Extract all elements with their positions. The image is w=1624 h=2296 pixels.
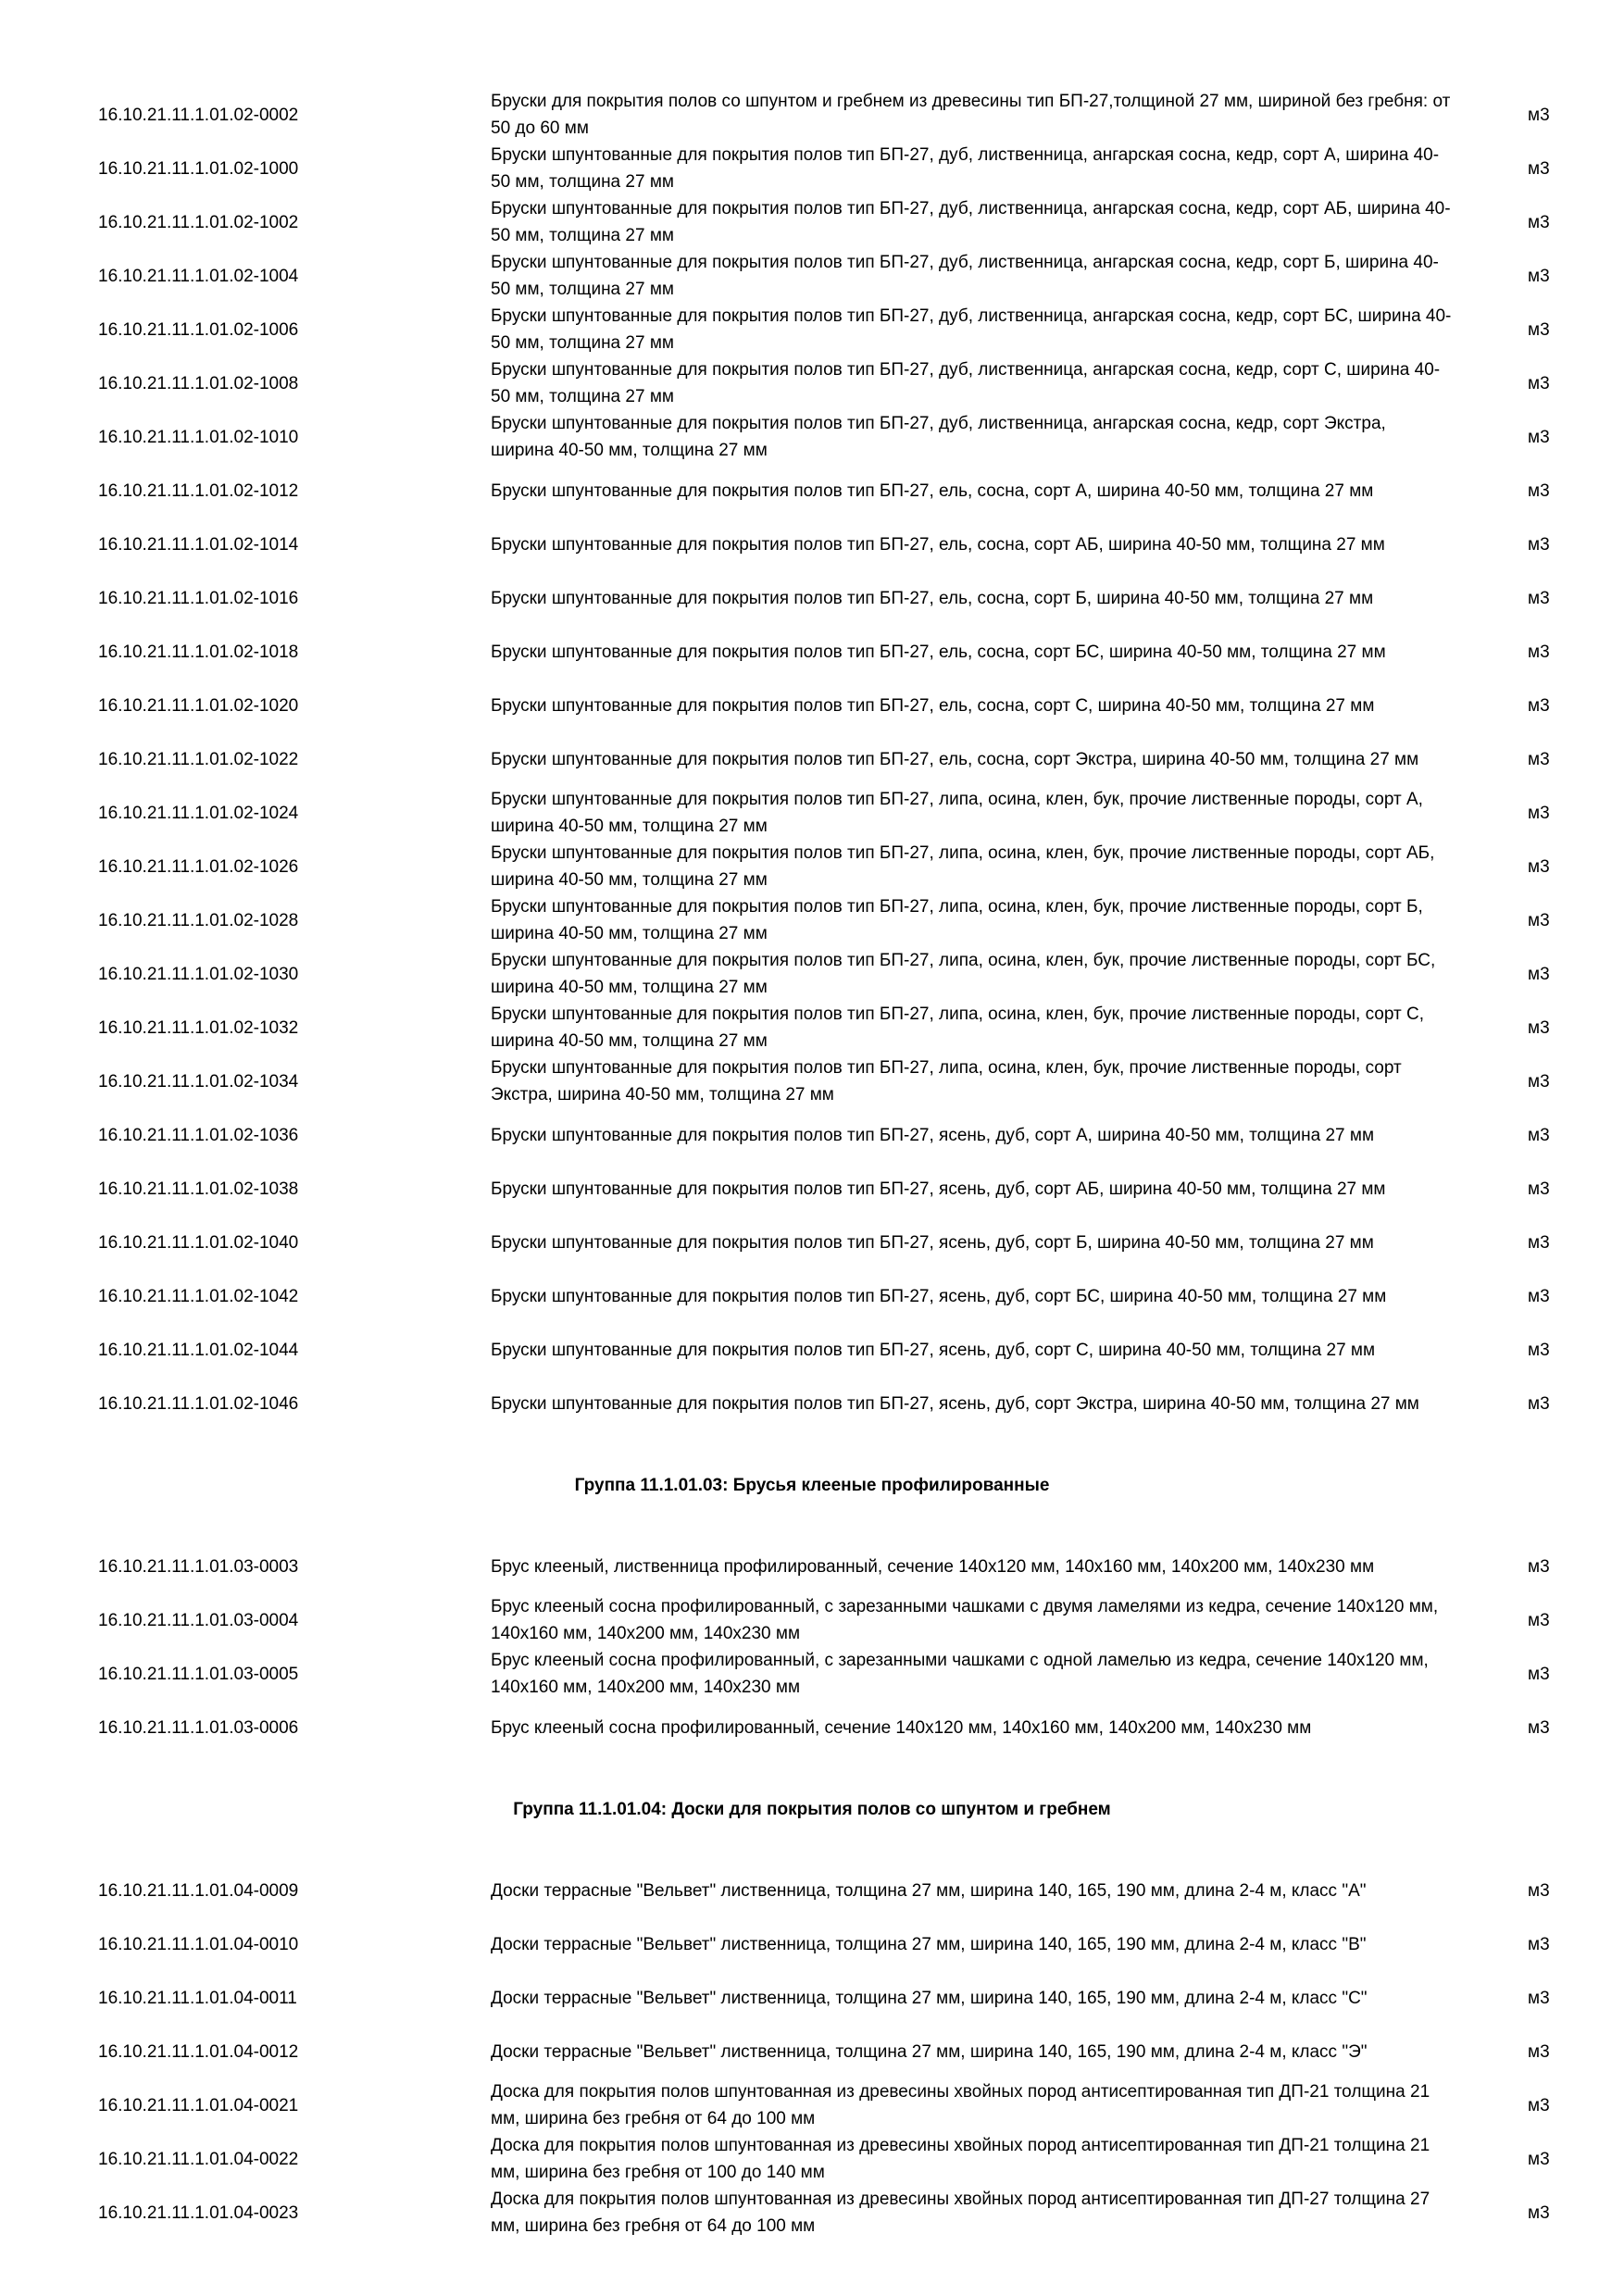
unit-of-measure: [1528, 625, 1583, 679]
resource-description: [491, 249, 1454, 303]
resource-description: [491, 1323, 1454, 1377]
unit-of-measure-text: м3: [1528, 2095, 1550, 2115]
unit-of-measure: [1528, 2186, 1583, 2240]
group-heading: [0, 1754, 1624, 1864]
unit-of-measure-text: м3: [1528, 2149, 1550, 2169]
resource-description: [491, 195, 1454, 249]
group-title: Группа 11.1.01.04: Доски для покрытия полов со шпунтом и гребнем: [513, 1799, 1111, 1819]
unit-of-measure: [1528, 1162, 1583, 1216]
resource-description: [491, 2186, 1454, 2240]
resource-code: [98, 1377, 487, 1430]
unit-of-measure-text: м3: [1528, 212, 1550, 232]
resource-code-text: 16.10.21.11.1.01.02-1018: [98, 642, 299, 662]
resource-code-text: 16.10.21.11.1.01.02-1026: [98, 856, 299, 877]
resource-description-text: Брус клееный, лиственница профилированный, сечение 140х120 мм, 140х160 мм, 140х200 мм, 140х230 мм: [491, 1556, 1375, 1577]
resource-code-text: 16.10.21.11.1.01.02-0002: [98, 105, 299, 125]
resource-description: [491, 464, 1454, 518]
unit-of-measure-text: м3: [1528, 534, 1550, 555]
resource-description-text: Брус клееный сосна профилированный, сечение 140х120 мм, 140х160 мм, 140х200 мм, 140х230 мм: [491, 1717, 1312, 1738]
resource-code-text: 16.10.21.11.1.01.04-0021: [98, 2095, 299, 2115]
resource-code-text: 16.10.21.11.1.01.02-1032: [98, 1017, 299, 1038]
resource-code-text: 16.10.21.11.1.01.02-1006: [98, 319, 299, 340]
resource-code: [98, 1540, 487, 1593]
unit-of-measure: [1528, 1593, 1583, 1647]
resource-description-text: Брус клееный сосна профилированный, с зарезанными чашками с двумя ламелями из кедра, сечение 140х120 мм, 140х160 мм, 140х200 мм, 140х230 мм: [491, 1597, 1439, 1643]
table-row: [0, 1001, 1624, 1054]
resource-description: [491, 732, 1454, 786]
resource-code-text: 16.10.21.11.1.01.02-1020: [98, 695, 299, 716]
unit-of-measure: [1528, 518, 1583, 571]
unit-of-measure-text: м3: [1528, 642, 1550, 662]
unit-of-measure: [1528, 142, 1583, 195]
unit-of-measure: [1528, 1647, 1583, 1701]
resource-description-text: Бруски шпунтованные для покрытия полов тип БП-27, липа, осина, клен, бук, прочие лиственные породы, сорт Экстра, ширина 40-50 мм, толщина 27 мм: [491, 1058, 1402, 1104]
unit-of-measure-text: м3: [1528, 1610, 1550, 1630]
table-row: [0, 679, 1624, 732]
resource-description-text: Бруски шпунтованные для покрытия полов тип БП-27, липа, осина, клен, бук, прочие лиственные породы, сорт БС, ширина 40-50 мм, толщина 27 мм: [491, 951, 1436, 997]
table-row: [0, 2078, 1624, 2132]
resource-description: [491, 840, 1454, 893]
resource-code: [98, 88, 487, 142]
unit-of-measure-text: м3: [1528, 1880, 1550, 1901]
unit-of-measure: [1528, 2132, 1583, 2186]
resource-description: [491, 1701, 1454, 1754]
resource-description: [491, 1216, 1454, 1269]
resource-description-text: Бруски шпунтованные для покрытия полов тип БП-27, ясень, дуб, сорт БС, ширина 40-50 мм, толщина 27 мм: [491, 1286, 1387, 1306]
resource-code: [98, 1647, 487, 1701]
table-row: [0, 1593, 1624, 1647]
resource-code: [98, 1593, 487, 1647]
resource-description: [491, 679, 1454, 732]
resource-code-text: 16.10.21.11.1.01.02-1014: [98, 534, 299, 555]
unit-of-measure: [1528, 464, 1583, 518]
resource-description: [491, 1054, 1454, 1108]
resource-code: [98, 1971, 487, 2025]
table-row: [0, 2025, 1624, 2078]
resource-code-text: 16.10.21.11.1.01.02-1016: [98, 588, 299, 608]
resource-description: [491, 893, 1454, 947]
resource-description: [491, 625, 1454, 679]
unit-of-measure-text: м3: [1528, 1125, 1550, 1145]
resource-code: [98, 1864, 487, 1917]
resource-code: [98, 464, 487, 518]
resource-code: [98, 518, 487, 571]
table-row: [0, 195, 1624, 249]
resource-code-text: 16.10.21.11.1.01.02-1000: [98, 158, 299, 179]
unit-of-measure: [1528, 893, 1583, 947]
unit-of-measure-text: м3: [1528, 1232, 1550, 1253]
resource-description: [491, 1647, 1454, 1701]
resource-description-text: Бруски шпунтованные для покрытия полов тип БП-27, ясень, дуб, сорт А, ширина 40-50 мм, толщина 27 мм: [491, 1125, 1375, 1145]
resource-code-text: 16.10.21.11.1.01.03-0006: [98, 1717, 299, 1738]
resource-code: [98, 571, 487, 625]
resource-description-text: Бруски шпунтованные для покрытия полов тип БП-27, дуб, лиственница, ангарская сосна, кедр, сорт Экстра, ширина 40-50 мм, толщина 27 мм: [491, 414, 1386, 460]
resource-code: [98, 679, 487, 732]
unit-of-measure-text: м3: [1528, 158, 1550, 179]
resource-description-text: Доски террасные "Вельвет" лиственница, толщина 27 мм, ширина 140, 165, 190 мм, длина 2-4 м, класс "Э": [491, 2041, 1368, 2062]
resource-code-text: 16.10.21.11.1.01.02-1002: [98, 212, 299, 232]
group-title: Группа 11.1.01.03: Брусья клееные профилированные: [574, 1475, 1050, 1495]
table-row: [0, 1701, 1624, 1754]
unit-of-measure: [1528, 1054, 1583, 1108]
resource-description: [491, 2078, 1454, 2132]
unit-of-measure-text: м3: [1528, 480, 1550, 501]
resource-code-text: 16.10.21.11.1.01.02-1038: [98, 1179, 299, 1199]
resource-description-text: Доски террасные "Вельвет" лиственница, толщина 27 мм, ширина 140, 165, 190 мм, длина 2-4 м, класс "А": [491, 1880, 1367, 1901]
resource-description: [491, 571, 1454, 625]
document-page: [0, 88, 1624, 2240]
resource-code-text: 16.10.21.11.1.01.04-0009: [98, 1880, 299, 1901]
table-row: [0, 1647, 1624, 1701]
resource-code: [98, 947, 487, 1001]
table-row: [0, 1971, 1624, 2025]
unit-of-measure: [1528, 1917, 1583, 1971]
resource-code: [98, 303, 487, 356]
unit-of-measure: [1528, 732, 1583, 786]
resource-description: [491, 303, 1454, 356]
resource-code: [98, 195, 487, 249]
resource-code-text: 16.10.21.11.1.01.02-1008: [98, 373, 299, 393]
resource-code-text: 16.10.21.11.1.01.04-0023: [98, 2202, 299, 2223]
unit-of-measure-text: м3: [1528, 1717, 1550, 1738]
resource-code: [98, 1216, 487, 1269]
resource-description-text: Бруски шпунтованные для покрытия полов тип БП-27, липа, осина, клен, бук, прочие лиственные породы, сорт С, ширина 40-50 мм, толщина 27 мм: [491, 1004, 1425, 1051]
resource-description: [491, 2025, 1454, 2078]
resource-description-text: Бруски шпунтованные для покрытия полов тип БП-27, дуб, лиственница, ангарская сосна, кедр, сорт С, ширина 40-50 мм, толщина 27 мм: [491, 360, 1441, 406]
table-row: [0, 1917, 1624, 1971]
table-row: [0, 356, 1624, 410]
unit-of-measure-text: м3: [1528, 1988, 1550, 2008]
unit-of-measure-text: м3: [1528, 1017, 1550, 1038]
table-row: [0, 303, 1624, 356]
table-row: [0, 1864, 1624, 1917]
resource-description-text: Бруски шпунтованные для покрытия полов тип БП-27, ель, сосна, сорт А, ширина 40-50 мм, толщина 27 мм: [491, 480, 1374, 501]
resource-code-text: 16.10.21.11.1.01.04-0011: [98, 1988, 297, 2008]
unit-of-measure-text: м3: [1528, 856, 1550, 877]
group-heading: [0, 1430, 1624, 1540]
table-row: [0, 893, 1624, 947]
resource-description: [491, 1162, 1454, 1216]
resource-code-text: 16.10.21.11.1.01.02-1034: [98, 1071, 299, 1092]
unit-of-measure: [1528, 1701, 1583, 1754]
unit-of-measure-text: м3: [1528, 266, 1550, 286]
resource-description-text: Бруски шпунтованные для покрытия полов тип БП-27, ель, сосна, сорт Экстра, ширина 40-50 мм, толщина 27 мм: [491, 749, 1419, 769]
resource-code: [98, 2132, 487, 2186]
resource-description-text: Бруски шпунтованные для покрытия полов тип БП-27, дуб, лиственница, ангарская сосна, кедр, сорт БС, ширина 40-50 мм, толщина 27 мм: [491, 306, 1452, 353]
resource-code: [98, 840, 487, 893]
unit-of-measure: [1528, 195, 1583, 249]
unit-of-measure-text: м3: [1528, 2041, 1550, 2062]
resource-code-text: 16.10.21.11.1.01.04-0022: [98, 2149, 299, 2169]
unit-of-measure-text: м3: [1528, 695, 1550, 716]
resource-description: [491, 142, 1454, 195]
unit-of-measure: [1528, 1540, 1583, 1593]
resource-description-text: Доски террасные "Вельвет" лиственница, толщина 27 мм, ширина 140, 165, 190 мм, длина 2-4 м, класс "В": [491, 1934, 1367, 1954]
table-row: [0, 1108, 1624, 1162]
table-row: [0, 88, 1624, 142]
unit-of-measure-text: м3: [1528, 1664, 1550, 1684]
resource-code: [98, 1701, 487, 1754]
unit-of-measure: [1528, 410, 1583, 464]
resource-code: [98, 249, 487, 303]
resource-description-text: Бруски шпунтованные для покрытия полов тип БП-27, дуб, лиственница, ангарская сосна, кедр, сорт А, ширина 40-50 мм, толщина 27 мм: [491, 145, 1440, 192]
resource-description: [491, 1108, 1454, 1162]
resource-description: [491, 518, 1454, 571]
unit-of-measure-text: м3: [1528, 1934, 1550, 1954]
resource-description: [491, 88, 1454, 142]
resource-description: [491, 947, 1454, 1001]
resource-description: [491, 1377, 1454, 1430]
resource-description: [491, 786, 1454, 840]
resource-code-text: 16.10.21.11.1.01.02-1042: [98, 1286, 299, 1306]
unit-of-measure: [1528, 679, 1583, 732]
resource-code-text: 16.10.21.11.1.01.03-0004: [98, 1610, 299, 1630]
unit-of-measure: [1528, 786, 1583, 840]
resource-description-text: Бруски шпунтованные для покрытия полов тип БП-27, дуб, лиственница, ангарская сосна, кедр, сорт Б, ширина 40-50 мм, толщина 27 мм: [491, 253, 1439, 299]
resource-code: [98, 410, 487, 464]
resource-description: [491, 1540, 1454, 1593]
resource-description: [491, 410, 1454, 464]
table-row: [0, 2186, 1624, 2240]
table-row: [0, 2132, 1624, 2186]
resource-description-text: Бруски для покрытия полов со шпунтом и гребнем из древесины тип БП-27,толщиной 27 мм, шириной без гребня: от 50 до 60 мм: [491, 92, 1451, 138]
unit-of-measure-text: м3: [1528, 1179, 1550, 1199]
resource-code-text: 16.10.21.11.1.01.02-1004: [98, 266, 299, 286]
table-row: [0, 732, 1624, 786]
table-row: [0, 1162, 1624, 1216]
resource-description-text: Доска для покрытия полов шпунтованная из древесины хвойных пород антисептированная тип ДП-21 толщина 21 мм, ширина без гребня от 64 до 100 мм: [491, 2082, 1430, 2128]
unit-of-measure: [1528, 1269, 1583, 1323]
resource-code: [98, 356, 487, 410]
unit-of-measure-text: м3: [1528, 910, 1550, 930]
unit-of-measure-text: м3: [1528, 427, 1550, 447]
resource-description-text: Бруски шпунтованные для покрытия полов тип БП-27, дуб, лиственница, ангарская сосна, кедр, сорт АБ, ширина 40-50 мм, толщина 27 мм: [491, 199, 1451, 245]
resource-code: [98, 1001, 487, 1054]
resource-description: [491, 356, 1454, 410]
table-row: [0, 410, 1624, 464]
resource-description-text: Доска для покрытия полов шпунтованная из древесины хвойных пород антисептированная тип ДП-21 толщина 21 мм, ширина без гребня от 100 до 140 мм: [491, 2136, 1430, 2182]
unit-of-measure: [1528, 249, 1583, 303]
table-row: [0, 249, 1624, 303]
resource-description-text: Доски террасные "Вельвет" лиственница, толщина 27 мм, ширина 140, 165, 190 мм, длина 2-4 м, класс "С": [491, 1988, 1368, 2008]
unit-of-measure-text: м3: [1528, 1286, 1550, 1306]
unit-of-measure-text: м3: [1528, 2202, 1550, 2223]
resource-code: [98, 1054, 487, 1108]
resource-description: [491, 1864, 1454, 1917]
resource-description: [491, 1971, 1454, 2025]
table-row: [0, 625, 1624, 679]
table-row: [0, 1540, 1624, 1593]
resource-code: [98, 786, 487, 840]
resource-description-text: Бруски шпунтованные для покрытия полов тип БП-27, ясень, дуб, сорт Экстра, ширина 40-50 мм, толщина 27 мм: [491, 1393, 1419, 1414]
resource-code-text: 16.10.21.11.1.01.04-0010: [98, 1934, 299, 1954]
unit-of-measure-text: м3: [1528, 319, 1550, 340]
table-row: [0, 1054, 1624, 1108]
unit-of-measure-text: м3: [1528, 105, 1550, 125]
resource-description: [491, 1269, 1454, 1323]
unit-of-measure-text: м3: [1528, 749, 1550, 769]
resource-code-text: 16.10.21.11.1.01.02-1010: [98, 427, 299, 447]
table-row: [0, 571, 1624, 625]
resource-code: [98, 2186, 487, 2240]
unit-of-measure: [1528, 1864, 1583, 1917]
resource-code-text: 16.10.21.11.1.01.04-0012: [98, 2041, 299, 2062]
unit-of-measure-text: м3: [1528, 588, 1550, 608]
resource-description-text: Брус клееный сосна профилированный, с зарезанными чашками с одной ламелью из кедра, сечение 140х120 мм, 140х160 мм, 140х200 мм, 140х230 мм: [491, 1651, 1429, 1697]
unit-of-measure: [1528, 840, 1583, 893]
resource-description-text: Бруски шпунтованные для покрытия полов тип БП-27, липа, осина, клен, бук, прочие лиственные породы, сорт А, ширина 40-50 мм, толщина 27 мм: [491, 790, 1423, 836]
resource-code: [98, 2078, 487, 2132]
unit-of-measure: [1528, 2025, 1583, 2078]
table-row: [0, 1323, 1624, 1377]
resource-code: [98, 2025, 487, 2078]
resource-code: [98, 625, 487, 679]
resource-code: [98, 1269, 487, 1323]
unit-of-measure-text: м3: [1528, 1556, 1550, 1577]
resource-description-text: Бруски шпунтованные для покрытия полов тип БП-27, липа, осина, клен, бук, прочие лиственные породы, сорт АБ, ширина 40-50 мм, толщина 27 мм: [491, 843, 1435, 890]
resource-description-text: Бруски шпунтованные для покрытия полов тип БП-27, ясень, дуб, сорт АБ, ширина 40-50 мм, толщина 27 мм: [491, 1179, 1386, 1199]
unit-of-measure-text: м3: [1528, 964, 1550, 984]
table-row: [0, 840, 1624, 893]
table-row: [0, 947, 1624, 1001]
resource-code: [98, 142, 487, 195]
resource-code-text: 16.10.21.11.1.01.02-1036: [98, 1125, 299, 1145]
unit-of-measure: [1528, 303, 1583, 356]
resource-code-text: 16.10.21.11.1.01.02-1040: [98, 1232, 299, 1253]
resource-code: [98, 1323, 487, 1377]
resource-description: [491, 1001, 1454, 1054]
unit-of-measure: [1528, 1108, 1583, 1162]
unit-of-measure-text: м3: [1528, 1340, 1550, 1360]
unit-of-measure: [1528, 1323, 1583, 1377]
resource-code-text: 16.10.21.11.1.01.03-0005: [98, 1664, 299, 1684]
table-row: [0, 142, 1624, 195]
resource-code: [98, 893, 487, 947]
unit-of-measure: [1528, 1001, 1583, 1054]
resource-description-text: Бруски шпунтованные для покрытия полов тип БП-27, ель, сосна, сорт БС, ширина 40-50 мм, толщина 27 мм: [491, 642, 1386, 662]
resource-code: [98, 1917, 487, 1971]
resource-code: [98, 732, 487, 786]
unit-of-measure: [1528, 1971, 1583, 2025]
resource-description: [491, 1593, 1454, 1647]
resource-code-text: 16.10.21.11.1.01.03-0003: [98, 1556, 299, 1577]
table-row: [0, 1216, 1624, 1269]
resource-code-text: 16.10.21.11.1.01.02-1012: [98, 480, 299, 501]
table-row: [0, 1377, 1624, 1430]
resource-description-text: Бруски шпунтованные для покрытия полов тип БП-27, ель, сосна, сорт Б, ширина 40-50 мм, толщина 27 мм: [491, 588, 1374, 608]
resource-description-text: Бруски шпунтованные для покрытия полов тип БП-27, ясень, дуб, сорт Б, ширина 40-50 мм, толщина 27 мм: [491, 1232, 1374, 1253]
resource-code-text: 16.10.21.11.1.01.02-1022: [98, 749, 299, 769]
resource-description: [491, 1917, 1454, 1971]
table-row: [0, 1269, 1624, 1323]
resource-description: [491, 2132, 1454, 2186]
table-row: [0, 464, 1624, 518]
resource-code-text: 16.10.21.11.1.01.02-1024: [98, 803, 299, 823]
table-row: [0, 786, 1624, 840]
unit-of-measure: [1528, 1377, 1583, 1430]
unit-of-measure-text: м3: [1528, 1393, 1550, 1414]
resource-code-text: 16.10.21.11.1.01.02-1028: [98, 910, 299, 930]
resource-description-text: Бруски шпунтованные для покрытия полов тип БП-27, липа, осина, клен, бук, прочие лиственные породы, сорт Б, ширина 40-50 мм, толщина 27 мм: [491, 897, 1423, 943]
resource-code-text: 16.10.21.11.1.01.02-1044: [98, 1340, 299, 1360]
resource-code: [98, 1162, 487, 1216]
resource-description-text: Бруски шпунтованные для покрытия полов тип БП-27, ель, сосна, сорт АБ, ширина 40-50 мм, толщина 27 мм: [491, 534, 1385, 555]
unit-of-measure-text: м3: [1528, 1071, 1550, 1092]
resource-code-text: 16.10.21.11.1.01.02-1046: [98, 1393, 299, 1414]
resource-description-text: Бруски шпунтованные для покрытия полов тип БП-27, ясень, дуб, сорт С, ширина 40-50 мм, толщина 27 мм: [491, 1340, 1376, 1360]
unit-of-measure: [1528, 2078, 1583, 2132]
unit-of-measure: [1528, 356, 1583, 410]
resource-description-text: Доска для покрытия полов шпунтованная из древесины хвойных пород антисептированная тип ДП-27 толщина 27 мм, ширина без гребня от 64 до 100 мм: [491, 2190, 1430, 2236]
unit-of-measure: [1528, 1216, 1583, 1269]
resource-code-text: 16.10.21.11.1.01.02-1030: [98, 964, 299, 984]
resource-description-text: Бруски шпунтованные для покрытия полов тип БП-27, ель, сосна, сорт С, ширина 40-50 мм, толщина 27 мм: [491, 695, 1375, 716]
unit-of-measure: [1528, 947, 1583, 1001]
unit-of-measure: [1528, 571, 1583, 625]
table-row: [0, 518, 1624, 571]
unit-of-measure-text: м3: [1528, 373, 1550, 393]
unit-of-measure: [1528, 88, 1583, 142]
resource-code: [98, 1108, 487, 1162]
unit-of-measure-text: м3: [1528, 803, 1550, 823]
